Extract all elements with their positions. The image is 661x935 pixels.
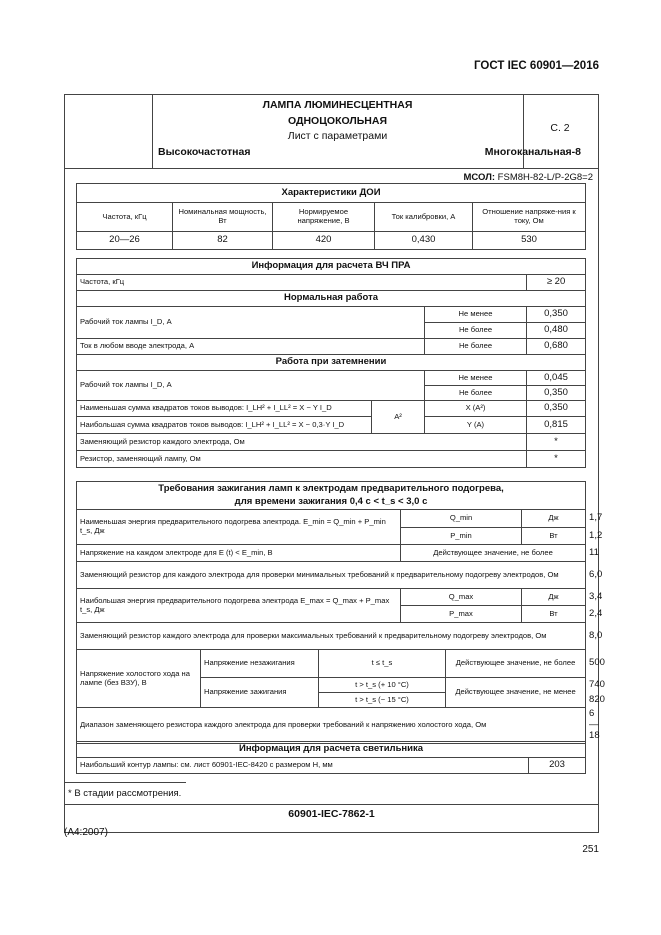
contour-label: Наибольший контур лампы: см. лист 60901-IEC-8420 с размером H, мм: [77, 758, 529, 774]
max-qualifier: Не более: [425, 386, 527, 401]
no-ignition-condition: t ≤ t_s: [319, 650, 446, 678]
msol-line: [464, 172, 593, 183]
msol-label: МСОЛ:: [463, 172, 496, 183]
max-qualifier: Не более: [425, 323, 527, 339]
y-value: 0,815: [527, 417, 586, 434]
lamp-title-1: ЛАМПА ЛЮМИНЕСЦЕНТНАЯ: [262, 99, 413, 111]
luminaire-table: [76, 741, 586, 774]
lamp-type-right: Многоканальная-8: [484, 146, 581, 158]
sub-max-label: Заменяющий резистор каждого электрода для проверки максимальных требований к предварительному подогреву электродов, Ом: [77, 623, 586, 650]
doi-header: Нормируемое напряжение, В: [273, 203, 375, 232]
any-input-value: 0,680: [527, 339, 586, 355]
normal-title: Нормальная работа: [77, 291, 586, 307]
ignition-table: Требования зажигания ламп к электродам предварительного подогрева, для времени зажигания 0,4 с < t_s < 3,0 с Наименьшая энергия предварительного подогрева электрода. E_min = Q_min + P_min t_s, Дж Q_min Дж 1,7 P_min Вт 1,2 Напряжение на каждом электроде для E (t) < E_min, В Действующее значение, не более 11 Заменяющий резистор для каждого электрода для проверки минимальных требований к предварительному подогреву электродов, Ом 6,0 Наибольшая энергия предварительного подогрева электрода E_max = Q_max + P_max t_s, Дж Q_max Дж 3,4 P_max Вт 2,4 Заменяющий резистор каждого электрода для проверки максимальных требований к предварительному подогреву электродов, Ом 8,0 Напряжение холостого хода на лампе (без ВЗУ), В Напряжение незажигания t ≤ t_s Действующее значение, не более 500 Напряжение зажигания t > t_s (+ 10 °С) Действующее значение, не менее 740 t > t_s (− 15 °С) 820 Диапазон заменяющего резистора каждого электрода для проверки требований к напряжению холостого хода, Ом 6—18: [76, 481, 586, 744]
unit-j: Дж: [522, 589, 586, 606]
ignition-title-1: Требования зажигания ламп к электродам предварительного подогрева,: [158, 483, 504, 495]
max-energy-label: Наибольшая энергия предварительного подогрева электрода E_max = Q_max + P_max t_s, Дж: [77, 589, 401, 623]
format-label: (А4:2007): [64, 827, 108, 838]
ignition-qualifier: Действующее значение, не менее: [446, 678, 586, 708]
dim-title: Работа при затемнении: [77, 355, 586, 371]
normal-min-value: 0,350: [527, 307, 586, 323]
doi-header: Частота, кГц: [77, 203, 173, 232]
ignition-label: Напряжение зажигания: [201, 678, 319, 708]
sub-res-value: *: [527, 434, 586, 451]
doi-header: Отношение напряже-ния к току, Ом: [473, 203, 586, 232]
freq-label: Частота, кГц: [77, 275, 527, 291]
doi-value: 530: [473, 232, 586, 250]
vch-title: Информация для расчета ВЧ ПРА: [77, 259, 586, 275]
ignition-condition-2: t > t_s (− 15 °С): [319, 693, 446, 708]
dim-min-value: 0,045: [527, 371, 586, 386]
ignition-title: [77, 482, 586, 510]
page-number: 251: [582, 844, 599, 855]
qmin-label: Q_min: [401, 510, 522, 528]
header-left-cell: [64, 94, 153, 168]
x-label: X (А²): [425, 401, 527, 417]
ocv-label: Напряжение холостого хода на лампе (без ВЗУ), В: [77, 650, 201, 708]
x-value: 0,350: [527, 401, 586, 417]
doi-value: 420: [273, 232, 375, 250]
range-label: Диапазон заменяющего резистора каждого электрода для проверки требований к напряжению холостого хода, Ом: [77, 708, 586, 744]
unit-w: Вт: [522, 528, 586, 545]
voltage-label: Напряжение на каждом электроде для E (t) < E_min, В: [77, 545, 401, 562]
lamp-subtitle: Лист с параметрами: [287, 130, 388, 142]
any-input-qualifier: Не более: [425, 339, 527, 355]
doi-value: 0,430: [375, 232, 473, 250]
freq-value: ≥ 20: [527, 275, 586, 291]
no-ignition-label: Напряжение незажигания: [201, 650, 319, 678]
header-divider: [64, 168, 599, 169]
sub-res-label: Заменяющий резистор каждого электрода, Ом: [77, 434, 527, 451]
y-label: Y (А): [425, 417, 527, 434]
footnote-divider: [64, 782, 186, 783]
lamp-res-value: *: [527, 451, 586, 468]
pmin-label: P_min: [401, 528, 522, 545]
work-current-label: Рабочий ток лампы I_D, А: [77, 307, 425, 339]
standard-number: ГОСТ IEC 60901—2016: [474, 60, 599, 72]
any-input-label: Ток в любом вводе электрода, А: [77, 339, 425, 355]
doi-value: 20—26: [77, 232, 173, 250]
ignition-condition-1: t > t_s (+ 10 °С): [319, 678, 446, 693]
normal-max-value: 0,480: [527, 323, 586, 339]
max-sum-label: Наибольшая сумма квадратов токов выводов: I_LH² + I_LL² = X − 0,3·Y I_D: [77, 417, 372, 434]
min-energy-label: Наименьшая энергия предварительного подогрева электрода. E_min = Q_min + P_min t_s, Дж: [77, 510, 401, 545]
sheet-page: С. 2: [550, 122, 570, 134]
unit-w: Вт: [522, 606, 586, 623]
qmax-label: Q_max: [401, 589, 522, 606]
bottom-divider: [64, 804, 599, 805]
dim-max-value: 0,350: [527, 386, 586, 401]
unit-j: Дж: [522, 510, 586, 528]
doi-value: 82: [173, 232, 273, 250]
dim-current-label: Рабочий ток лампы I_D, А: [77, 371, 425, 401]
ignition-title-2: для времени зажигания 0,4 с < t_s < 3,0 с: [234, 495, 428, 507]
no-ignition-qualifier: Действующее значение, не более: [446, 650, 586, 678]
pmax-label: P_max: [401, 606, 522, 623]
doi-header: Ток калибровки, А: [375, 203, 473, 232]
vch-table: [76, 258, 586, 468]
lamp-type-left: Высокочастотная: [158, 146, 251, 158]
sub-min-label: Заменяющий резистор для каждого электрода для проверки минимальных требований к предварительному подогреву электродов, Ом: [77, 562, 586, 589]
a2-unit: А²: [372, 401, 425, 434]
min-qualifier: Не менее: [425, 307, 527, 323]
luminaire-title: Информация для расчета светильника: [77, 742, 586, 758]
doi-table: [76, 183, 586, 250]
lamp-title-2: ОДНОЦОКОЛЬНАЯ: [287, 115, 388, 127]
doi-header: Номинальная мощность, Вт: [173, 203, 273, 232]
min-qualifier: Не менее: [425, 371, 527, 386]
min-sum-label: Наименьшая сумма квадратов токов выводов: I_LH² + I_LL² = X − Y I_D: [77, 401, 372, 417]
lamp-res-label: Резистор, заменяющий лампу, Ом: [77, 451, 527, 468]
msol-value: FSM8H-82-L/P-2G8=2: [495, 172, 593, 183]
contour-value: 203: [529, 758, 586, 774]
doi-title: Характеристики ДОИ: [77, 184, 586, 203]
voltage-qualifier: Действующее значение, не более: [401, 545, 586, 562]
sheet-code: 60901-IEC-7862-1: [288, 808, 375, 820]
footnote: * В стадии рассмотрения.: [68, 788, 182, 799]
